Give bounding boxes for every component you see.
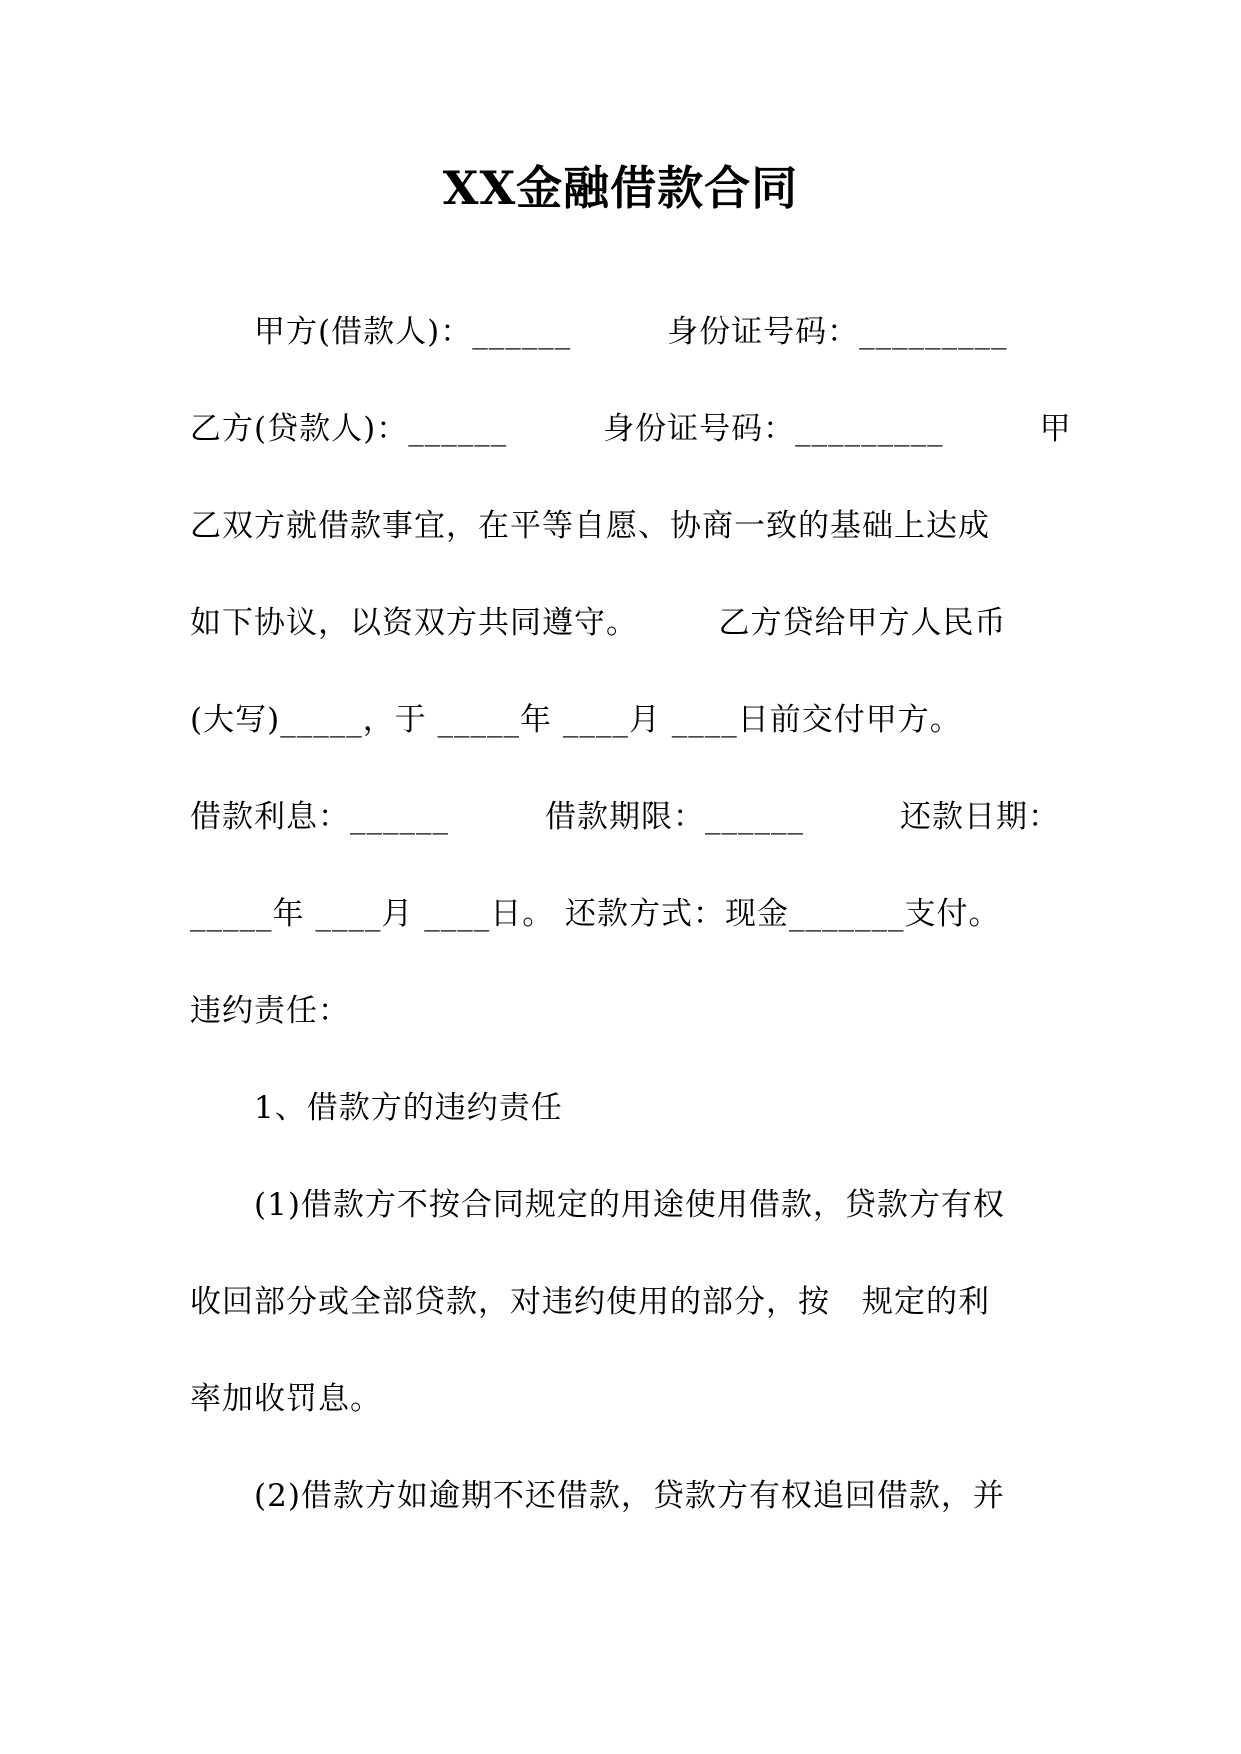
text-line-1: 甲方(借款人)：______ 身份证号码：_________ [190, 314, 1008, 350]
document-title: XX金融借款合同 [442, 161, 799, 215]
text-line-8: 违约责任： [190, 993, 350, 1029]
text-line-12: 率加收罚息。 [190, 1381, 382, 1417]
text-line-10: (1)借款方不按合同规定的用途使用借款，贷款方有权 [190, 1187, 1005, 1223]
text-line-9: 1、借款方的违约责任 [190, 1090, 563, 1126]
text-line-5: (大写)_____，于 _____年 ____月 ____日前交付甲方。 [190, 702, 962, 738]
text-line-11: 收回部分或全部贷款，对违约使用的部分，按 规定的利 [190, 1284, 990, 1320]
text-line-2: 乙方(贷款人)：______ 身份证号码：_________ 甲 [190, 411, 1072, 447]
text-line-3: 乙双方就借款事宜，在平等自愿、协商一致的基础上达成 [190, 508, 990, 544]
text-line-4: 如下协议，以资双方共同遵守。 乙方贷给甲方人民币 [190, 605, 1007, 641]
text-line-7: _____年 ____月 ____日。 还款方式：现金_______支付。 [190, 896, 1001, 932]
text-line-6: 借款利息：______ 借款期限：______ 还款日期： [190, 799, 1060, 835]
text-line-13: (2)借款方如逾期不还借款，贷款方有权追回借款，并 [190, 1478, 1005, 1514]
